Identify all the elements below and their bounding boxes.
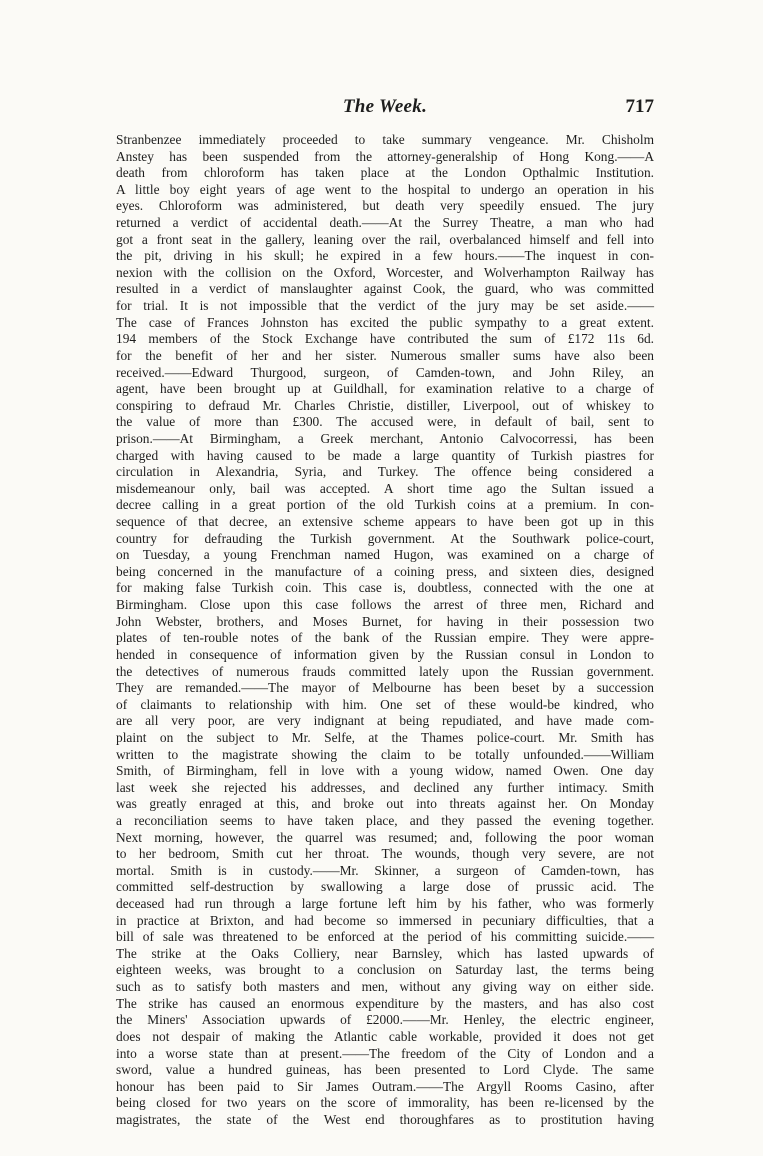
text-line: Smith, of Birmingham, fell in love with a young widow, named Owen. One day [116, 763, 654, 779]
text-line: a reconciliation seems to have taken place, and they passed the evening together. [116, 812, 654, 828]
text-line: written to the magistrate showing the claim to be totally unfounded.——William [116, 746, 654, 762]
text-line: charged with having caused to be made a large quantity of Turkish piastres for [116, 447, 654, 463]
text-line: for making false Turkish coin. This case is, doubtless, connected with the one at [116, 580, 654, 596]
text-line: the detectives of numerous frauds committed lately upon the Russian government. [116, 663, 654, 679]
text-line: are all very poor, are very indignant at being repudiated, and have made com- [116, 713, 654, 729]
page-header [116, 96, 654, 130]
text-line: magistrates, the state of the West end thoroughfares as to prostitution having [116, 1111, 654, 1127]
text-line: death from chloroform has taken place at the London Opthalmic Institution. [116, 165, 654, 181]
page-number: 717 [625, 96, 654, 117]
text-line: conspiring to defraud Mr. Charles Christie, distiller, Liverpool, out of whiskey to [116, 397, 654, 413]
text-line: the value of more than £300. The accused were, in default of bail, sent to [116, 414, 654, 430]
text-line: last week she rejected his addresses, and declined any further intimacy. Smith [116, 779, 654, 795]
text-line: the Miners' Association upwards of £2000.——Mr. Henley, the electric engineer, [116, 1012, 654, 1028]
text-line: being closed for two years on the score of immorality, has been re-licensed by the [116, 1095, 654, 1111]
text-line: for trial. It is not impossible that the verdict of the jury may be set aside.—— [116, 298, 654, 314]
text-line: resulted in a verdict of manslaughter against Cook, the guard, who was committed [116, 281, 654, 297]
text-line: The strike at the Oaks Colliery, near Barnsley, which has lasted upwards of [116, 945, 654, 961]
text-line: got a front seat in the gallery, leaning over the rail, overbalanced himself and fell into [116, 231, 654, 247]
text-line: the pit, driving in his skull; he expired in a few hours.——The inquest in con- [116, 248, 654, 264]
text-line: eighteen weeks, was brought to a conclusion on Saturday last, the terms being [116, 962, 654, 978]
text-line: bill of sale was threatened to be enforced at the period of his committing suicide.—— [116, 929, 654, 945]
text-line: plaint on the subject to Mr. Selfe, at the Thames police-court. Mr. Smith has [116, 729, 654, 745]
text-line: plates of ten-rouble notes of the bank of the Russian empire. They were appre- [116, 630, 654, 646]
text-line: The case of Frances Johnston has excited the public sympathy to a great extent. [116, 314, 654, 330]
text-line: hended in consequence of information given by the Russian consul in London to [116, 646, 654, 662]
text-line: prison.——At Birmingham, a Greek merchant, Antonio Calvocorressi, has been [116, 430, 654, 446]
text-line: such as to satisfy both masters and men, without any giving way on either side. [116, 979, 654, 995]
text-line: Next morning, however, the quarrel was resumed; and, following the poor woman [116, 829, 654, 845]
article-body [116, 132, 654, 1129]
text-line: Birmingham. Close upon this case follows the arrest of three men, Richard and [116, 597, 654, 613]
text-line: They are remanded.——The mayor of Melbourne has been beset by a succession [116, 680, 654, 696]
text-line: committed self-destruction by swallowing a large dose of prussic acid. The [116, 879, 654, 895]
text-line: Stranbenzee immediately proceeded to take summary vengeance. Mr. Chisholm [116, 132, 654, 147]
text-line: nexion with the collision on the Oxford, Worcester, and Wolverhampton Railway has [116, 264, 654, 280]
text-line: received.——Edward Thurgood, surgeon, of Camden-town, and John Riley, an [116, 364, 654, 380]
text-line: does not despair of making the Atlantic cable workable, provided it does not get [116, 1028, 654, 1044]
text-line: was greatly enraged at this, and broke out into threats against her. On Monday [116, 796, 654, 812]
text-line: country for defrauding the Turkish government. At the Southwark police-court, [116, 530, 654, 546]
page [116, 96, 654, 1129]
text-line: decree calling in a great portion of the old Turkish coins at a premium. In con- [116, 497, 654, 513]
text-line: John Webster, brothers, and Moses Burnet, for having in their possession two [116, 613, 654, 629]
text-line: deceased had run through a large fortune left him by his father, who was formerly [116, 896, 654, 912]
text-line: of claimants to relationship with him. One set of these would-be kindred, who [116, 696, 654, 712]
running-title: The Week. [342, 96, 428, 117]
text-line: The strike has caused an enormous expenditure by the masters, and has also cost [116, 995, 654, 1011]
text-line: agent, have been brought up at Guildhall, for examination relative to a charge of [116, 381, 654, 397]
text-line: honour has been paid to Sir James Outram.——The Argyll Rooms Casino, after [116, 1078, 654, 1094]
text-line: into a worse state than at present.——The freedom of the City of London and a [116, 1045, 654, 1061]
text-line: 194 members of the Stock Exchange have contributed the sum of £172 11s 6d. [116, 331, 654, 347]
text-line: misdemeanour only, bail was accepted. A short time ago the Sultan issued a [116, 480, 654, 496]
text-line: being concerned in the manufacture of a coining press, and sixteen dies, designed [116, 563, 654, 579]
text-line: for the benefit of her and her sister. Numerous smaller sums have also been [116, 347, 654, 363]
text-line: circulation in Alexandria, Syria, and Turkey. The offence being considered a [116, 464, 654, 480]
text-line: sequence of that decree, an extensive scheme appears to have been got up in this [116, 514, 654, 530]
text-line: returned a verdict of accidental death.——At the Surrey Theatre, a man who had [116, 215, 654, 231]
text-line: in practice at Brixton, and had become so immersed in pecuniary difficulties, that a [116, 912, 654, 928]
text-line: A little boy eight years of age went to the hospital to undergo an operation in his [116, 181, 654, 197]
text-line: eyes. Chloroform was administered, but death very speedily ensued. The jury [116, 198, 654, 214]
text-line: Anstey has been suspended from the attorney-generalship of Hong Kong.——A [116, 148, 654, 164]
text-line: sword, value a hundred guineas, has been presented to Lord Clyde. The same [116, 1062, 654, 1078]
text-line: mortal. Smith is in custody.——Mr. Skinner, a surgeon of Camden-town, has [116, 862, 654, 878]
text-line: to her bedroom, Smith cut her throat. The wounds, though very severe, are not [116, 846, 654, 862]
text-line: on Tuesday, a young Frenchman named Hugon, was examined on a charge of [116, 547, 654, 563]
